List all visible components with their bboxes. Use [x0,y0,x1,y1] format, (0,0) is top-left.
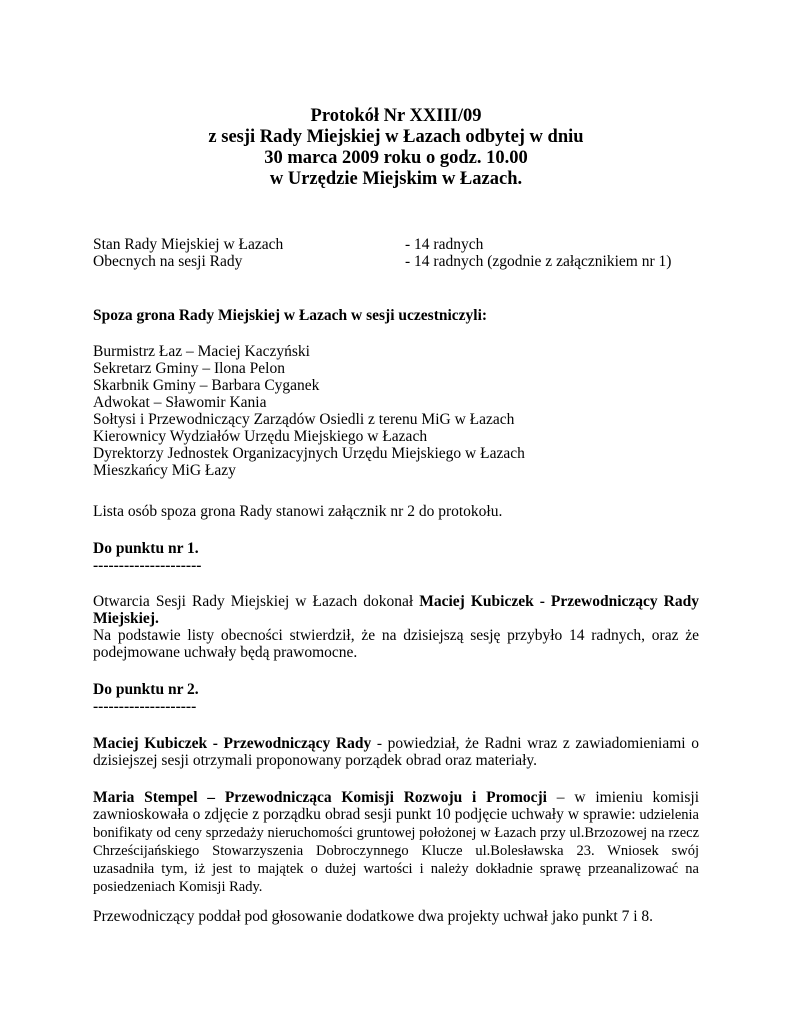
section-2-paragraph-1 [93,735,699,769]
participants-heading: Spoza grona Rady Miejskiej w Łazach w sesji uczestniczyli: [93,307,488,324]
section-rule: --------------------- [93,557,202,574]
section-1-heading [93,540,699,574]
participant-item: Burmistrz Łaz – Maciej Kaczyński [93,343,310,360]
participant-item: Dyrektorzy Jednostek Organizacyjnych Urzędu Miejskiego w Łazach [93,445,525,462]
paragraph-text: – w imieniu komisji zawnioskowała o zdjęcie z porządku obrad sesji punkt 10 podjęcie uchwały w sprawie: [93,789,700,823]
participant-item: Sołtysi i Przewodniczący Zarządów Osiedli z terenu MiG w Łazach [93,411,515,428]
participant-item: Mieszkańcy MiG Łazy [93,462,236,479]
speaker-name: Maria Stempel – Przewodnicząca Komisji Rozwoju i Promocji [93,789,547,806]
section-1-paragraph-1 [93,593,699,627]
section-heading: Do punktu nr 1. [93,540,199,557]
status-value: - 14 radnych [405,236,484,253]
status-label: Obecnych na sesji Rady [93,253,243,270]
status-label: Stan Rady Miejskiej w Łazach [93,236,284,253]
section-rule: -------------------- [93,698,197,715]
document-title [93,106,699,190]
section-2-paragraph-2 [93,789,699,896]
participant-item: Kierownicy Wydziałów Urzędu Miejskiego w Łazach [93,428,428,445]
council-status [93,236,699,270]
section-2-paragraph-3: Przewodniczący poddał pod głosowanie dodatkowe dwa projekty uchwał jako punkt 7 i 8. [93,908,654,925]
status-row [93,253,699,270]
status-value: - 14 radnych (zgodnie z załącznikiem nr 1) [405,253,672,270]
participants-list [93,343,699,479]
status-row [93,236,699,253]
section-2-heading [93,681,699,715]
paragraph-text: Otwarcia Sesji Rady Miejskiej w Łazach dokonał [93,593,420,610]
section-heading: Do punktu nr 2. [93,681,199,698]
title-line: 30 marca 2009 roku o godz. 10.00 [264,148,528,168]
paragraph-text-small: udzielenia bonifikaty od ceny sprzedaży nieruchomości gruntowej położonej w Łazach przy ul.Brzozowej na rzecz Chrześcijańskiego Stowarzyszenia Dobroczynnego Klucze ul.Bolesławska 23. Wniosek swój uzasadniła tym, iż jest to majątek o dużej wartości i należy dokładnie sprawę przeanalizować na posiedzeniach Komisji Rady. [93,807,699,895]
title-line: Protokół Nr XXIII/09 [310,106,482,126]
speaker-name: Maciej Kubiczek - Przewodniczący Rady [93,735,372,752]
chairman-name: Maciej Kubiczek - Przewodniczący Rady Miejskiej. [93,593,699,627]
participant-item: Adwokat – Sławomir Kania [93,394,267,411]
section-1-paragraph-2: Na podstawie listy obecności stwierdził, że na dzisiejszą sesję przybyło 14 radnych, oraz że podejmowane uchwały będą prawomocne. [93,627,699,661]
paragraph-text: - powiedział, że Radni wraz z zawiadomieniami o dzisiejszej sesji otrzymali proponowany porządek obrad oraz materiały. [93,735,699,769]
participants-note: Lista osób spoza grona Rady stanowi załącznik nr 2 do protokołu. [93,503,503,520]
title-line: z sesji Rady Miejskiej w Łazach odbytej w dniu [208,127,584,147]
title-line: w Urzędzie Miejskim w Łazach. [269,169,523,189]
participant-item: Sekretarz Gminy – Ilona Pelon [93,360,285,377]
participant-item: Skarbnik Gminy – Barbara Cyganek [93,377,320,394]
